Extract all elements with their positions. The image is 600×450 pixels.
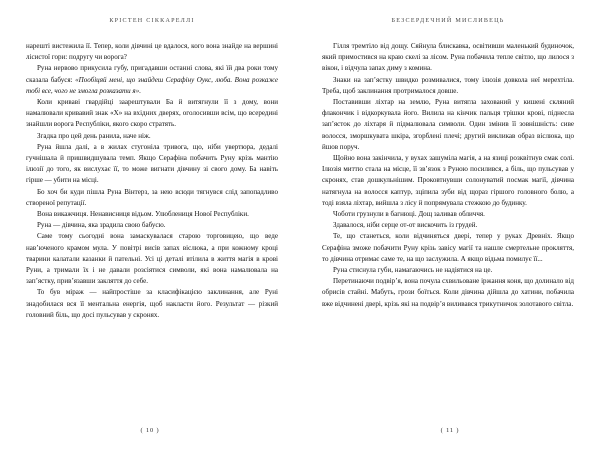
paragraph [322, 209, 574, 220]
text-run: нарешті вистежила її. Тепер, коли дівчині це вдалося, кого вона знайде на вершині лісистої гори: подругу чи ворога? [26, 42, 278, 62]
text-run: Здавалося, ніби серце от-от вискочить із грудей. [333, 221, 478, 230]
paragraph [26, 41, 278, 63]
text-run: То був міраж — найпростіше за класифікацією заклинання, але Руні знадобилася вся її ментальна енергія, щоб накласти його. Результат — різкий головний біль, що досі пульсував у скронях. [26, 288, 278, 319]
text-run: Чоботи грузнули в багнюці. Дощ заливав обличчя. [333, 210, 485, 219]
text-run: Вона викажчиця. Ненависниця відьом. Улюблениця Нової Республіки. [37, 210, 249, 219]
text-run: Бо хоч би куди пішла Руна Вінтерз, за нею всюди тягнувся слід запопадливо створеної репутації. [26, 187, 278, 207]
left-page-body-text [26, 41, 278, 321]
paragraph [322, 97, 574, 153]
text-run: Коли криваві гвардійці заарештували Ба й витягнули її з дому, вони намалювали кривавий знак «Х» на вхідних дверях, оголосивши всім, що всередині знайшли ворога Республіки, якого скоро стратять. [26, 98, 278, 129]
paragraph [322, 265, 574, 276]
right-page-body-text [322, 41, 574, 310]
text-run: Перетинаючи подвір’я, вона почула схвильоване іржання коня, що долинало від обрисів стайні. Мабуть, грози боїться. Коли дівчина дійшла до хатини, побачила вже відчинені двері, крізь які на подвір’я виливався трикутничок золотавого світла. [322, 277, 574, 308]
right-page-running-head: БЕЗСЕРДЕЧНИЙ МИСЛИВЕЦЬ [391, 18, 505, 24]
text-run: Руна нервово прикусила губу, пригадавши останні слова, які їй два роки тому сказала бабуся: [26, 64, 278, 84]
left-page-running-head: КРІСТЕН СІККАРЕЛЛІ [109, 18, 195, 24]
text-run: Гілля тремтіло від дощу. Сяйнула блискавка, освітивши маленький будиночок, який примостився на краю скелі за лісом. Руна побачила тепле світло, що лилося з вікон, і відчула запах диму з комина. [322, 42, 574, 73]
text-run: Руна йшла далі, а в жилах стугоніла тривога, що, ніби увертюра, дедалі гучнішала й пришвидшувала темп. Якщо Серафіна побачить Руну крізь мантію ілюзії до того, як вислухає її, то може вигнати дівчину зі свого дому. Ба навіть гірше — убити на місці. [26, 142, 278, 185]
paragraph [322, 276, 574, 310]
text-run: Згадка про цей день ранила, наче ніж. [37, 131, 151, 140]
paragraph [322, 153, 574, 209]
right-book-page [300, 0, 600, 450]
right-page-number: ( 11 ) [440, 427, 460, 434]
text-run: Руна — дівчина, яка зрадила свою бабусю. [37, 221, 166, 230]
paragraph [26, 97, 278, 131]
paragraph [26, 209, 278, 220]
paragraph [322, 75, 574, 97]
paragraph [322, 41, 574, 75]
paragraph [26, 131, 278, 142]
paragraph [26, 187, 278, 209]
text-run: Поставивши ліхтар на землю, Руна витягла захований у кишені скляний флакончик і відкоркувала його. Вилила на кінчик пальця трішки крові, піднесла зап’ясток до ліхтаря й підмалювала символи. Один змінив її зовнішність: сиве волосся, зморшкувата шкіра, згорблені плечі; другий викликав образ віслюка, що йшов поруч. [322, 98, 574, 151]
text-run: Знаки на зап’ястку швидко розмивалися, тому ілюзія довкола неї мерехтіла. Треба, щоб заклинання протрималося довше. [322, 75, 574, 95]
text-run: Щойно вона закінчила, у вухах зашуміла магія, а на язиці розквітнув смак солі. Ілюзія миттю стала на місце, її зв’язок з Руною посилився, а біль, що пульсував у скронях, став дошкульнішим. Проковтнувши солонуватий посмак магії, дівчина натягнула на волосся каптур, зціпила зуби від щораз гіршого головного болю, а тоді взяла ліхтар, вийшла з лісу й попрямувала стежкою до будинку. [322, 154, 574, 207]
paragraph [26, 287, 278, 321]
paragraph [26, 142, 278, 187]
text-run: Те, що станеться, коли відчиняться двері, тепер у руках Древніх. Якщо Серафіна зможе побачити Руну крізь завісу магії та нашле смертельне прокляття, то дівчина отримає саме те, на що заслужила. А якщо відьма помилує її... [322, 232, 574, 263]
paragraph [26, 220, 278, 231]
left-page-number: ( 10 ) [140, 427, 160, 434]
paragraph [322, 231, 574, 265]
paragraph [26, 231, 278, 287]
text-run: Саме тому сьогодні вона замаскувалася старою торговицею, що веде нав’юченого крамом мула. У повітрі висів запах віслюка, а при кожному кроці тварини калатали казанки й пательні. Усі ці деталі втілила в життя магія в крові Руни, а тримали їх і не давали розсіятися символи, які вона намалювала на зап’ястку, прив’язавши закляття до себе. [26, 232, 278, 286]
paragraph [322, 220, 574, 231]
text-run: Руна стиснула губи, намагаючись не надіятися на це. [333, 266, 493, 275]
paragraph [26, 63, 278, 97]
italic-quote-text: «Пообіцяй мені, що знайдеш Серафіну Оукс, люба. Вона розкаже тобі все, чого не змогла розказати я». [26, 75, 278, 95]
